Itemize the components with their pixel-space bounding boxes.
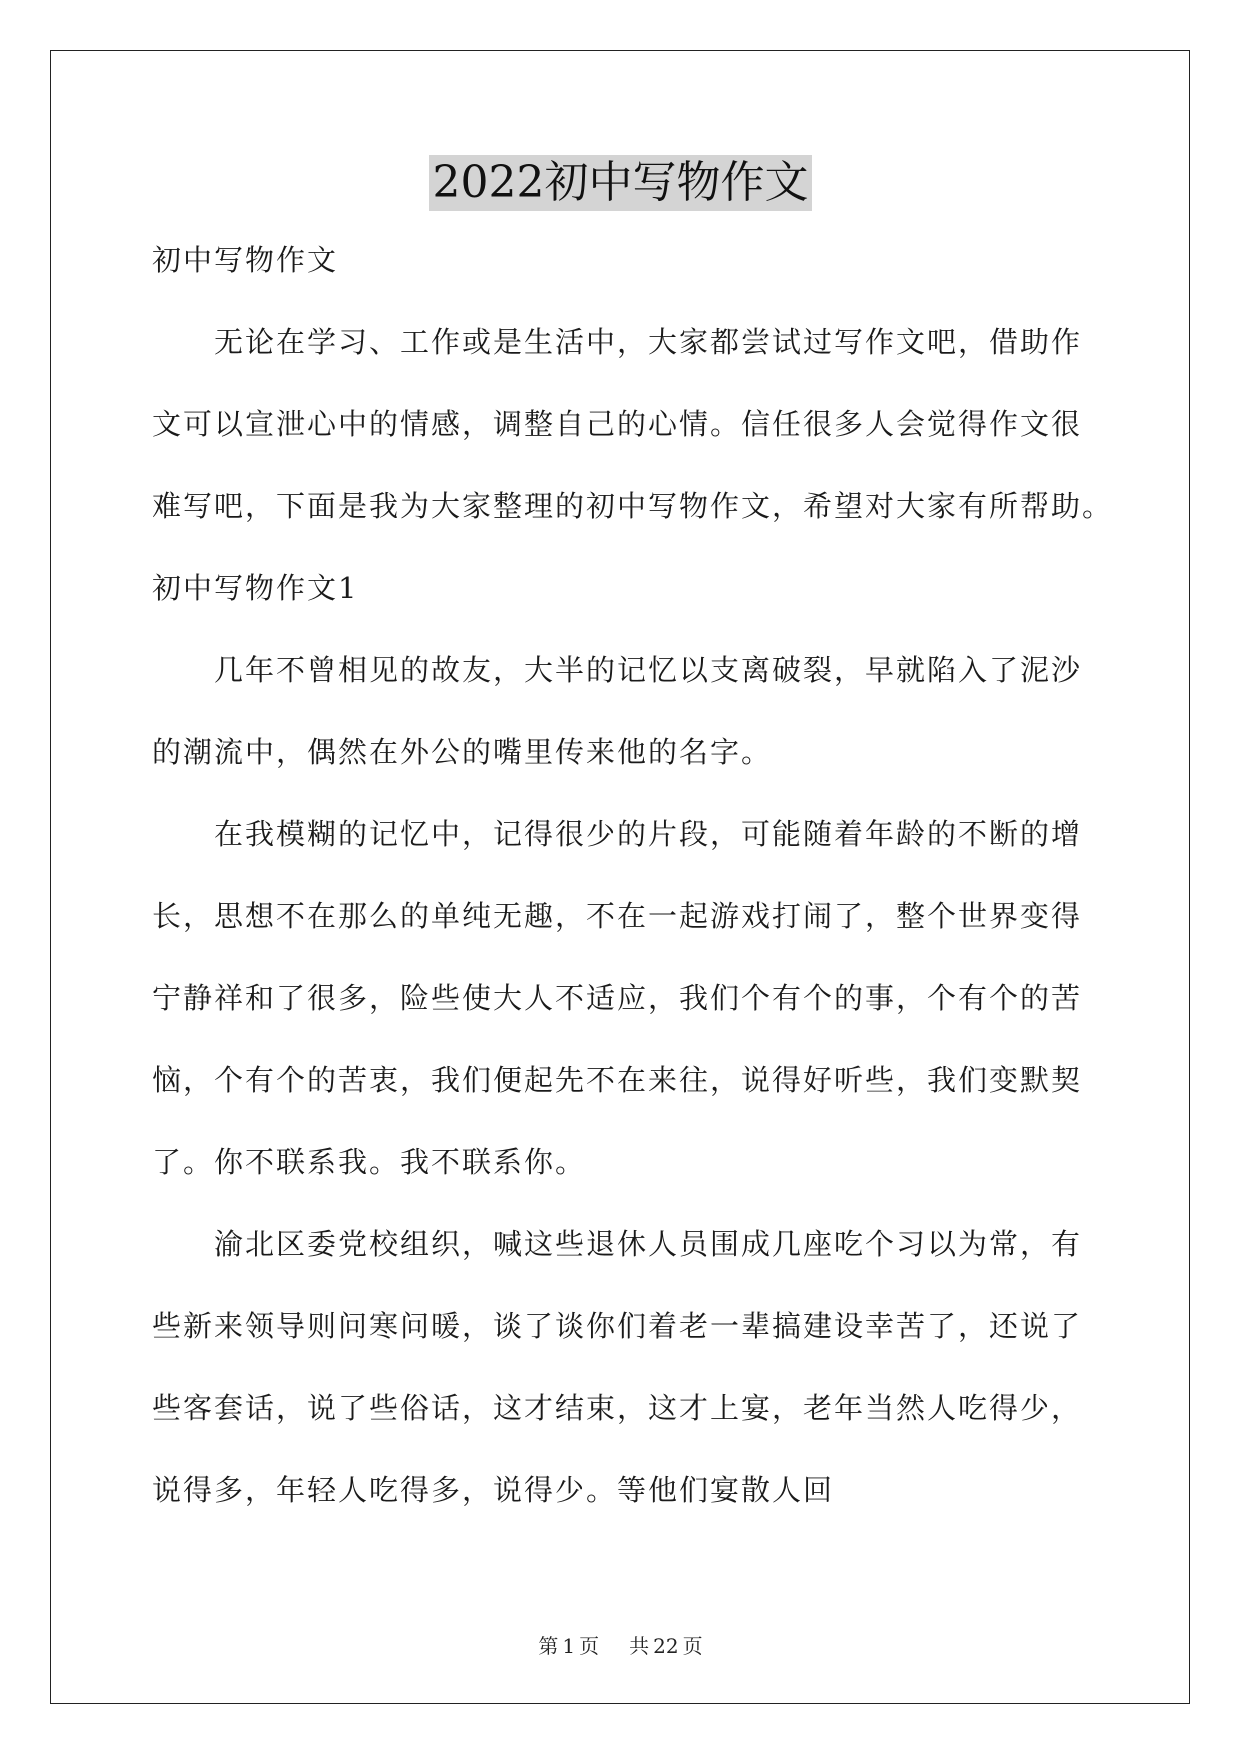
page-number: 1 xyxy=(562,1634,576,1658)
text-line: 初中写物作文 xyxy=(152,243,339,277)
text-line: 几年不曾相见的故友，大半的记忆以支离破裂，早就陷入了泥沙 xyxy=(214,653,1083,687)
text-line: 说得多，年轻人吃得多，说得少。等他们宴散人回 xyxy=(152,1473,835,1507)
text-line: 些新来领导则问寒问暖，谈了谈你们着老一辈搞建设幸苦了，还说了 xyxy=(152,1309,1083,1343)
text-line: 渝北区委党校组织，喊这些退休人员围成几座吃个习以为常，有 xyxy=(214,1227,1083,1261)
document-body xyxy=(152,230,1114,1542)
text-line: 长，思想不在那么的单纯无趣，不在一起游戏打闹了，整个世界变得 xyxy=(152,899,1083,933)
total-label-prefix: 共 xyxy=(629,1634,650,1658)
total-label-suffix: 页 xyxy=(682,1634,703,1658)
page-footer xyxy=(0,1630,1241,1659)
text-line: 文可以宣泄心中的情感，调整自己的心情。信任很多人会觉得作文很 xyxy=(152,407,1083,441)
total-pages: 22 xyxy=(653,1634,679,1658)
document-title: 2022初中写物作文 xyxy=(429,155,813,211)
text-line: 宁静祥和了很多，险些使大人不适应，我们个有个的事，个有个的苦 xyxy=(152,981,1083,1015)
page-label-prefix: 第 xyxy=(538,1634,559,1658)
text-line: 的潮流中，偶然在外公的嘴里传来他的名字。 xyxy=(152,735,773,769)
page-label-suffix: 页 xyxy=(579,1634,600,1658)
text-line: 无论在学习、工作或是生活中，大家都尝试过写作文吧，借助作 xyxy=(214,325,1083,359)
title-container xyxy=(0,155,1241,211)
text-line: 难写吧，下面是我为大家整理的初中写物作文，希望对大家有所帮助。 xyxy=(152,489,1114,523)
text-line: 恼，个有个的苦衷，我们便起先不在来往，说得好听些，我们变默契 xyxy=(152,1063,1083,1097)
text-line: 在我模糊的记忆中，记得很少的片段，可能随着年龄的不断的增 xyxy=(214,817,1083,851)
text-line: 初中写物作文1 xyxy=(152,571,359,605)
text-line: 些客套话，说了些俗话，这才结束，这才上宴，老年当然人吃得少， xyxy=(152,1391,1083,1425)
text-line: 了。你不联系我。我不联系你。 xyxy=(152,1145,587,1179)
